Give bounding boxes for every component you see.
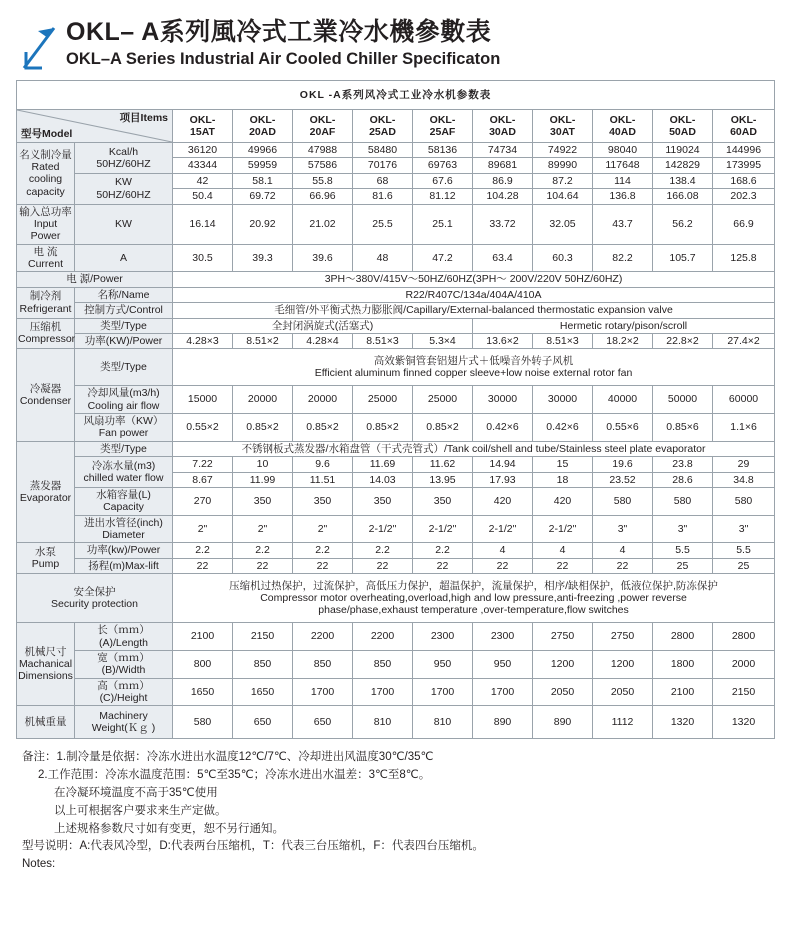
evaporator-row [17, 487, 775, 515]
value-cell: 2100 [173, 623, 233, 651]
value-cell: 55.8 [293, 173, 353, 188]
value-cell: 2.2 [233, 543, 293, 558]
value-cell: 2" [173, 515, 233, 543]
page-title-en: OKL–A Series Industrial Air Cooled Chiller Specificaton [66, 49, 501, 68]
item-label: 水箱容量(L) Capacity [75, 487, 173, 515]
data-row [17, 173, 775, 188]
value-cell: 60000 [713, 386, 775, 414]
value-cell: 650 [233, 706, 293, 739]
data-row [17, 204, 775, 244]
value-cell: 9.6 [293, 457, 353, 472]
value-cell: 49966 [233, 143, 293, 158]
value-cell: 11.99 [233, 472, 293, 487]
data-row [17, 143, 775, 158]
value-cell: 25000 [413, 386, 473, 414]
value-cell: 22 [533, 558, 593, 573]
value-cell: 57586 [293, 158, 353, 173]
value-cell: 30.5 [173, 244, 233, 272]
value-cell: 87.2 [533, 173, 593, 188]
value-cell: 1320 [653, 706, 713, 739]
value-cell: 22.8×2 [653, 333, 713, 348]
model-header-6: OKL- 30AT [533, 110, 593, 143]
value-cell: 2750 [533, 623, 593, 651]
group-label: 冷凝器 Condenser [17, 349, 75, 442]
value-cell: 420 [473, 487, 533, 515]
value-cell: 4.28×3 [173, 333, 233, 348]
value-cell: 125.8 [713, 244, 775, 272]
value-cell: 25 [713, 558, 775, 573]
value-cell: 39.3 [233, 244, 293, 272]
value-cell: 800 [173, 650, 233, 678]
note-line-2: 2.工作范围：冷冻水温度范围：5℃至35℃；冷冻水进出水温差：3℃至8℃。 [38, 769, 431, 782]
value-cell: 0.42×6 [473, 414, 533, 442]
item-label: 风扇功率（KW） Fan power [75, 414, 173, 442]
group-label: 电 流 Current [17, 244, 75, 272]
value-cell: 270 [173, 487, 233, 515]
model-header-9: OKL- 60AD [713, 110, 775, 143]
value-cell: 43344 [173, 158, 233, 173]
value-cell: 2300 [413, 623, 473, 651]
value-cell: 3" [653, 515, 713, 543]
security-text: 压缩机过热保护，过流保护，高低压力保护，超温保护，流量保护，相序/缺相保护，低液位保护,防冻保护 Compressor motor overheating,overload,high and low pressure,anti-freezing ,power reverse phase/phase,exhaust temperature ,over-temperature,flow switches [173, 574, 775, 623]
value-cell: 15 [533, 457, 593, 472]
value-cell: 2150 [233, 623, 293, 651]
value-cell: 20.92 [233, 204, 293, 244]
item-label: 类型/Type [75, 318, 173, 333]
value-cell: 67.6 [413, 173, 473, 188]
value-cell: 70176 [353, 158, 413, 173]
value-cell: 580 [173, 706, 233, 739]
power-value: 3PH～380V/415V～50HZ/60HZ(3PH～ 200V/220V 50HZ/60HZ) [173, 272, 775, 287]
value-cell: 89990 [533, 158, 593, 173]
value-cell: 74922 [533, 143, 593, 158]
compressor-type-right: Hermetic rotary/pison/scroll [473, 318, 775, 333]
value-cell: 1650 [173, 678, 233, 706]
value-cell: 0.85×2 [293, 414, 353, 442]
model-header-4: OKL- 25AF [413, 110, 473, 143]
value-cell: 59959 [233, 158, 293, 173]
value-cell: 810 [413, 706, 473, 739]
item-label: 宽（ｍｍ）(B)/Width [75, 650, 173, 678]
value-cell: 1320 [713, 706, 775, 739]
value-cell: 7.22 [173, 457, 233, 472]
value-cell: 2-1/2" [413, 515, 473, 543]
item-label: KW 50HZ/60HZ [75, 173, 173, 204]
model-header-5: OKL- 30AD [473, 110, 533, 143]
value-cell: 8.51×3 [353, 333, 413, 348]
value-cell: 47.2 [413, 244, 473, 272]
value-cell: 168.6 [713, 173, 775, 188]
item-label: 功率(KW)/Power [75, 333, 173, 348]
value-cell: 1200 [533, 650, 593, 678]
value-cell: 114 [593, 173, 653, 188]
dimensions-row [17, 650, 775, 678]
value-cell: 23.52 [593, 472, 653, 487]
value-cell: 166.08 [653, 189, 713, 204]
model-header-8: OKL- 50AD [653, 110, 713, 143]
value-cell: 0.55×2 [173, 414, 233, 442]
value-cell: 2050 [533, 678, 593, 706]
value-cell: 2.2 [173, 543, 233, 558]
value-cell: 2.2 [353, 543, 413, 558]
value-cell: 950 [473, 650, 533, 678]
value-cell: 21.02 [293, 204, 353, 244]
value-cell: 5.5 [653, 543, 713, 558]
value-cell: 2800 [653, 623, 713, 651]
value-cell: 650 [293, 706, 353, 739]
weight-row [17, 706, 775, 739]
value-cell: 173995 [713, 158, 775, 173]
title-block [66, 18, 500, 70]
compressor-power-row [17, 333, 775, 348]
group-label: 水泵 Pump [17, 543, 75, 574]
value-cell: 104.28 [473, 189, 533, 204]
power-label: 电 源/Power [17, 272, 173, 287]
page-header [0, 0, 790, 80]
value-cell: 14.94 [473, 457, 533, 472]
value-cell: 58.1 [233, 173, 293, 188]
value-cell: 74734 [473, 143, 533, 158]
value-cell: 2" [293, 515, 353, 543]
value-cell: 202.3 [713, 189, 775, 204]
value-cell: 850 [353, 650, 413, 678]
banner-row [17, 81, 775, 110]
value-cell: 27.4×2 [713, 333, 775, 348]
table-banner-title: OKL -A系列风冷式工业冷水机参数表 [17, 81, 775, 110]
value-cell: 10 [233, 457, 293, 472]
value-cell: 2-1/2" [533, 515, 593, 543]
value-cell: 420 [533, 487, 593, 515]
notes-block [0, 739, 790, 874]
value-cell: 43.7 [593, 204, 653, 244]
item-label: 冷冻水量(m3) chilled water flow [75, 457, 173, 488]
value-cell: 0.85×2 [353, 414, 413, 442]
value-cell: 81.12 [413, 189, 473, 204]
value-cell: 2000 [713, 650, 775, 678]
value-cell: 69763 [413, 158, 473, 173]
item-label: 冷却风量(m3/h) Cooling air flow [75, 386, 173, 414]
value-cell: 1700 [353, 678, 413, 706]
spec-table-body [17, 81, 775, 739]
value-cell: 81.6 [353, 189, 413, 204]
value-cell: 117648 [593, 158, 653, 173]
compressor-type-row [17, 318, 775, 333]
value-cell: 350 [293, 487, 353, 515]
value-cell: 25000 [353, 386, 413, 414]
condenser-type-text: 高效紫铜管套铝翅片式＋低噪音外转子风机 Efficient aluminum finned copper sleeve+low noise external rotor fan [173, 349, 775, 386]
value-cell: 86.9 [473, 173, 533, 188]
condenser-row [17, 349, 775, 386]
item-label: 类型/Type [75, 349, 173, 386]
value-cell: 580 [713, 487, 775, 515]
value-cell: 1800 [653, 650, 713, 678]
value-cell: 2-1/2" [353, 515, 413, 543]
model-header-1: OKL- 20AD [233, 110, 293, 143]
value-cell: 22 [233, 558, 293, 573]
value-cell: 1650 [233, 678, 293, 706]
value-cell: 29 [713, 457, 775, 472]
item-label: 类型/Type [75, 441, 173, 456]
refrigerant-row [17, 303, 775, 318]
value-cell: 68 [353, 173, 413, 188]
condenser-row [17, 386, 775, 414]
evaporator-row [17, 441, 775, 456]
value-cell: 18.2×2 [593, 333, 653, 348]
value-cell: 36120 [173, 143, 233, 158]
item-label: 进出水管径(inch) Diameter [75, 515, 173, 543]
note-line-3: 在冷凝环境温度不高于35℃使用 [54, 787, 218, 799]
value-cell: 18 [533, 472, 593, 487]
value-cell: 11.69 [353, 457, 413, 472]
value-cell: 28.6 [653, 472, 713, 487]
group-label: 机械重量 [17, 706, 75, 739]
value-cell: 82.2 [593, 244, 653, 272]
corner-label-items: 项目Items [119, 112, 168, 124]
value-cell: 8.51×3 [533, 333, 593, 348]
value-cell: 30000 [533, 386, 593, 414]
power-row [17, 272, 775, 287]
value-cell: 2050 [593, 678, 653, 706]
value-cell: 30000 [473, 386, 533, 414]
group-label: 输入总功率 Input Power [17, 204, 75, 244]
value-cell: 50.4 [173, 189, 233, 204]
item-label: 名称/Name [75, 287, 173, 302]
value-cell: 33.72 [473, 204, 533, 244]
value-cell: 14.03 [353, 472, 413, 487]
value-cell: 11.51 [293, 472, 353, 487]
value-cell: 13.95 [413, 472, 473, 487]
value-cell: 580 [653, 487, 713, 515]
item-label: 扬程(m)Max-lift [75, 558, 173, 573]
refrigerant-row [17, 287, 775, 302]
value-cell: 0.85×2 [233, 414, 293, 442]
value-cell: 4.28×4 [293, 333, 353, 348]
value-cell: 48 [353, 244, 413, 272]
value-cell: R22/R407C/134a/404A/410A [173, 287, 775, 302]
value-cell: 5.5 [713, 543, 775, 558]
value-cell: 23.8 [653, 457, 713, 472]
value-cell: 104.64 [533, 189, 593, 204]
value-cell: 11.62 [413, 457, 473, 472]
compressor-type-left: 全封闭涡旋式(活塞式) [173, 318, 473, 333]
value-cell: 47988 [293, 143, 353, 158]
value-cell: 66.96 [293, 189, 353, 204]
value-cell: 8.67 [173, 472, 233, 487]
evaporator-row [17, 515, 775, 543]
value-cell: 4 [473, 543, 533, 558]
note-line-1: 备注：1.制冷量是依据：冷冻水进出水温度12℃/7℃、冷却进出风温度30℃/35℃ [22, 751, 434, 764]
value-cell: 2800 [713, 623, 775, 651]
value-cell: 2.2 [413, 543, 473, 558]
value-cell: 63.4 [473, 244, 533, 272]
value-cell: 20000 [233, 386, 293, 414]
dimensions-row [17, 623, 775, 651]
value-cell: 2100 [653, 678, 713, 706]
value-cell: 890 [473, 706, 533, 739]
value-cell: 1112 [593, 706, 653, 739]
model-header-7: OKL- 40AD [593, 110, 653, 143]
value-cell: 25.5 [353, 204, 413, 244]
item-label: Kcal/h 50HZ/60HZ [75, 143, 173, 174]
condenser-row [17, 414, 775, 442]
corner-label-model: 型号Model [21, 127, 73, 140]
item-label: 功率(kw)/Power [75, 543, 173, 558]
value-cell: 50000 [653, 386, 713, 414]
value-cell: 22 [353, 558, 413, 573]
dimensions-row [17, 678, 775, 706]
evaporator-row [17, 457, 775, 472]
value-cell: 890 [533, 706, 593, 739]
note-line-5: 上述规格参数尺寸如有变更，恕不另行通知。 [54, 822, 284, 835]
group-label: 制冷剂 Refrigerant [17, 287, 75, 318]
value-cell: 810 [353, 706, 413, 739]
value-cell: 2150 [713, 678, 775, 706]
model-header-row [17, 110, 775, 143]
item-label: 高（ｍｍ）(C)/Height [75, 678, 173, 706]
value-cell: 138.4 [653, 173, 713, 188]
value-cell: 60.3 [533, 244, 593, 272]
value-cell: 2750 [593, 623, 653, 651]
value-cell: 850 [293, 650, 353, 678]
value-cell: 3" [713, 515, 775, 543]
arrow-swoosh-logo-icon [18, 22, 62, 74]
item-label: Machinery Weight(Ｋｇ ) [75, 706, 173, 739]
header-corner-cell [17, 110, 173, 143]
value-cell: 350 [413, 487, 473, 515]
value-cell: 69.72 [233, 189, 293, 204]
item-label: A [75, 244, 173, 272]
item-label: 控制方式/Control [75, 303, 173, 318]
value-cell: 40000 [593, 386, 653, 414]
value-cell: 56.2 [653, 204, 713, 244]
group-label: 名义制冷量 Rated cooling capacity [17, 143, 75, 205]
note-line-4: 以上可根据客户要求来生产定做。 [54, 804, 227, 817]
group-label: 压缩机 Compressor [17, 318, 75, 349]
value-cell: 98040 [593, 143, 653, 158]
value-cell: 580 [593, 487, 653, 515]
value-cell: 2.2 [293, 543, 353, 558]
value-cell: 2200 [353, 623, 413, 651]
model-header-3: OKL- 25AD [353, 110, 413, 143]
group-label: 机械尺寸 Machanical Dimensions [17, 623, 75, 706]
value-cell: 3" [593, 515, 653, 543]
value-cell: 42 [173, 173, 233, 188]
value-cell: 0.42×6 [533, 414, 593, 442]
value-cell: 950 [413, 650, 473, 678]
value-cell: 1.1×6 [713, 414, 775, 442]
value-cell: 350 [353, 487, 413, 515]
value-cell: 350 [233, 487, 293, 515]
pump-row [17, 543, 775, 558]
value-cell: 4 [593, 543, 653, 558]
value-cell: 22 [593, 558, 653, 573]
value-cell: 19.6 [593, 457, 653, 472]
value-cell: 25 [653, 558, 713, 573]
value-cell: 8.51×2 [233, 333, 293, 348]
value-cell: 13.6×2 [473, 333, 533, 348]
value-cell: 34.8 [713, 472, 775, 487]
value-cell: 4 [533, 543, 593, 558]
value-cell: 119024 [653, 143, 713, 158]
value-cell: 22 [173, 558, 233, 573]
value-cell: 17.93 [473, 472, 533, 487]
value-cell: 1700 [473, 678, 533, 706]
model-header-2: OKL- 20AF [293, 110, 353, 143]
value-cell: 2-1/2" [473, 515, 533, 543]
item-label: 长（ｍｍ）(A)/Length [75, 623, 173, 651]
value-cell: 22 [413, 558, 473, 573]
model-header-0: OKL- 15AT [173, 110, 233, 143]
data-row [17, 244, 775, 272]
value-cell: 5.3×4 [413, 333, 473, 348]
value-cell: 2" [233, 515, 293, 543]
value-cell: 0.55×6 [593, 414, 653, 442]
evaporator-type-text: 不锈钢板式蒸发器/水箱盘管（干式壳管式）/Tank coil/shell and tube/Stainless steel plate evaporator [173, 441, 775, 456]
value-cell: 15000 [173, 386, 233, 414]
value-cell: 32.05 [533, 204, 593, 244]
value-cell: 1200 [593, 650, 653, 678]
value-cell: 0.85×6 [653, 414, 713, 442]
value-cell: 1700 [293, 678, 353, 706]
value-cell: 22 [293, 558, 353, 573]
value-cell: 25.1 [413, 204, 473, 244]
item-label: KW [75, 204, 173, 244]
security-label: 安全保护 Security protection [17, 574, 173, 623]
model-legend-line: 型号说明：A:代表风冷型，D:代表两台压缩机，T：代表三台压缩机，F：代表四台压缩机。 [22, 840, 484, 853]
value-cell: 105.7 [653, 244, 713, 272]
value-cell: 66.9 [713, 204, 775, 244]
value-cell: 136.8 [593, 189, 653, 204]
value-cell: 58136 [413, 143, 473, 158]
value-cell: 20000 [293, 386, 353, 414]
pump-row [17, 558, 775, 573]
spec-table [16, 80, 775, 739]
value-cell: 142829 [653, 158, 713, 173]
value-cell: 16.14 [173, 204, 233, 244]
value-cell: 1700 [413, 678, 473, 706]
value-cell: 毛细管/外平衡式热力膨胀阀/Capillary/External-balanced thermostatic expansion valve [173, 303, 775, 318]
security-row [17, 574, 775, 623]
value-cell: 144996 [713, 143, 775, 158]
page-title-cn: OKL– A系列風冷式工業冷水機參數表 [66, 18, 492, 46]
value-cell: 0.85×2 [413, 414, 473, 442]
spec-table-wrap [0, 80, 790, 739]
value-cell: 2300 [473, 623, 533, 651]
value-cell: 850 [233, 650, 293, 678]
value-cell: 39.6 [293, 244, 353, 272]
value-cell: 58480 [353, 143, 413, 158]
group-label: 蒸发器 Evaporator [17, 441, 75, 543]
value-cell: 89681 [473, 158, 533, 173]
value-cell: 22 [473, 558, 533, 573]
value-cell: 2200 [293, 623, 353, 651]
notes-label: Notes: [22, 858, 56, 871]
